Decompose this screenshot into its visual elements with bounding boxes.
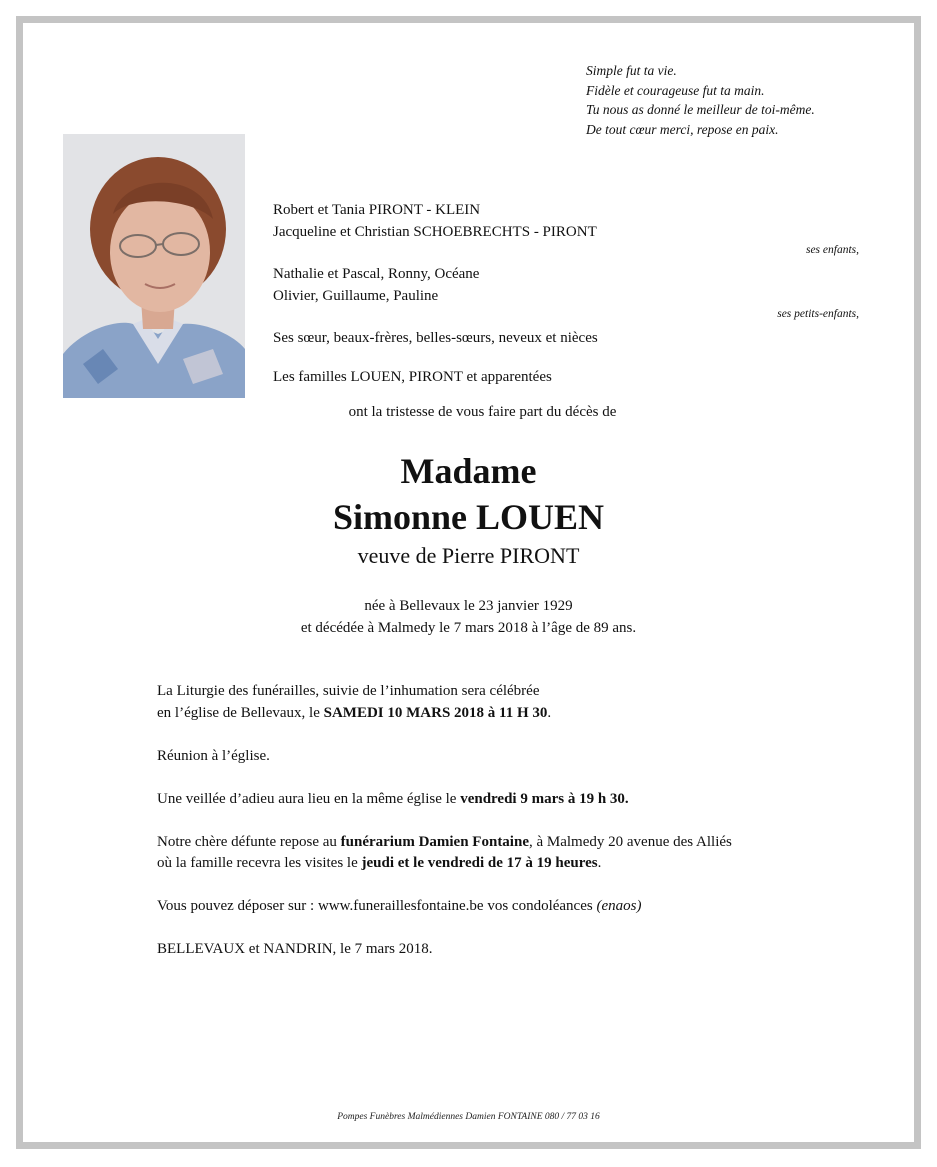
birth-death-info xyxy=(16,595,921,639)
announcement: ont la tristesse de vous faire part du décès de xyxy=(348,404,617,420)
visits-times: jeudi et le vendredi de 17 à 19 heures xyxy=(361,855,598,871)
birth-line: née à Bellevaux le 23 janvier 1929 xyxy=(364,598,573,614)
portrait-illustration xyxy=(63,134,245,398)
death-line: et décédée à Malmedy le 7 mars 2018 à l’âge de 89 ans. xyxy=(300,620,637,636)
family-list xyxy=(273,200,859,388)
vigil-text: Une veillée d’adieu aura lieu en la même église le xyxy=(157,790,461,807)
poem-line: Fidèle et courageuse fut ta main. xyxy=(586,82,765,98)
meeting-paragraph: Réunion à l’église. xyxy=(157,747,270,764)
place-date: BELLEVAUX et NANDRIN, le 7 mars 2018. xyxy=(157,941,433,957)
liturgy-line1: La Liturgie des funérailles, suivie de l’inhumation sera célébrée xyxy=(157,683,540,699)
poem-line: De tout cœur merci, repose en paix. xyxy=(586,121,779,137)
vigil-paragraph xyxy=(157,789,857,811)
widow-of: veuve de Pierre PIRONT xyxy=(357,543,580,568)
poem xyxy=(586,61,815,139)
rest-paragraph xyxy=(157,832,857,875)
footer-funeral-home: Pompes Funèbres Malmédiennes Damien FONTAINE 080 / 77 03 16 xyxy=(337,1112,600,1122)
rest-text: Notre chère défunte repose au xyxy=(157,833,341,850)
condolences-note: (enaos) xyxy=(596,898,642,914)
grandchildren-role: ses petits-enfants, xyxy=(777,308,859,320)
rest-address: , à Malmedy 20 avenue des Alliés xyxy=(528,833,732,850)
deceased-name: Simonne LOUEN xyxy=(332,497,605,537)
funerarium-name: funérarium Damien Fontaine xyxy=(340,833,529,850)
grandchildren-line: Olivier, Guillaume, Pauline xyxy=(273,287,439,304)
grandchildren-line: Nathalie et Pascal, Ronny, Océane xyxy=(273,266,480,282)
poem-line: Tu nous as donné le meilleur de toi-même. xyxy=(586,102,815,117)
condolences-paragraph xyxy=(157,896,857,918)
visits-period: . xyxy=(597,855,602,871)
liturgy-paragraph xyxy=(157,681,857,724)
liturgy-datetime: SAMEDI 10 MARS 2018 à 11 H 30 xyxy=(323,704,548,721)
portrait-photo xyxy=(63,134,245,398)
funeral-details xyxy=(157,681,857,982)
deceased-honorific: Madame xyxy=(400,451,537,491)
siblings-line: Ses sœur, beaux-frères, belles-sœurs, neveux et nièces xyxy=(273,330,598,346)
vigil-datetime: vendredi 9 mars à 19 h 30. xyxy=(460,790,629,807)
condolences-text: Vous pouvez déposer sur : www.funeraillesfontaine.be vos condoléances xyxy=(157,898,597,914)
children-line: Jacqueline et Christian SCHOEBRECHTS - PIRONT xyxy=(273,223,597,240)
visits-text: où la famille recevra les visites le xyxy=(157,855,362,871)
children-role: ses enfants, xyxy=(805,244,859,256)
liturgy-line2: en l’église de Bellevaux, le xyxy=(157,704,324,721)
children-line: Robert et Tania PIRONT - KLEIN xyxy=(273,202,481,218)
families-line: Les familles LOUEN, PIRONT et apparentées xyxy=(273,368,552,385)
liturgy-period: . xyxy=(547,704,552,721)
poem-line: Simple fut ta vie. xyxy=(586,63,677,78)
